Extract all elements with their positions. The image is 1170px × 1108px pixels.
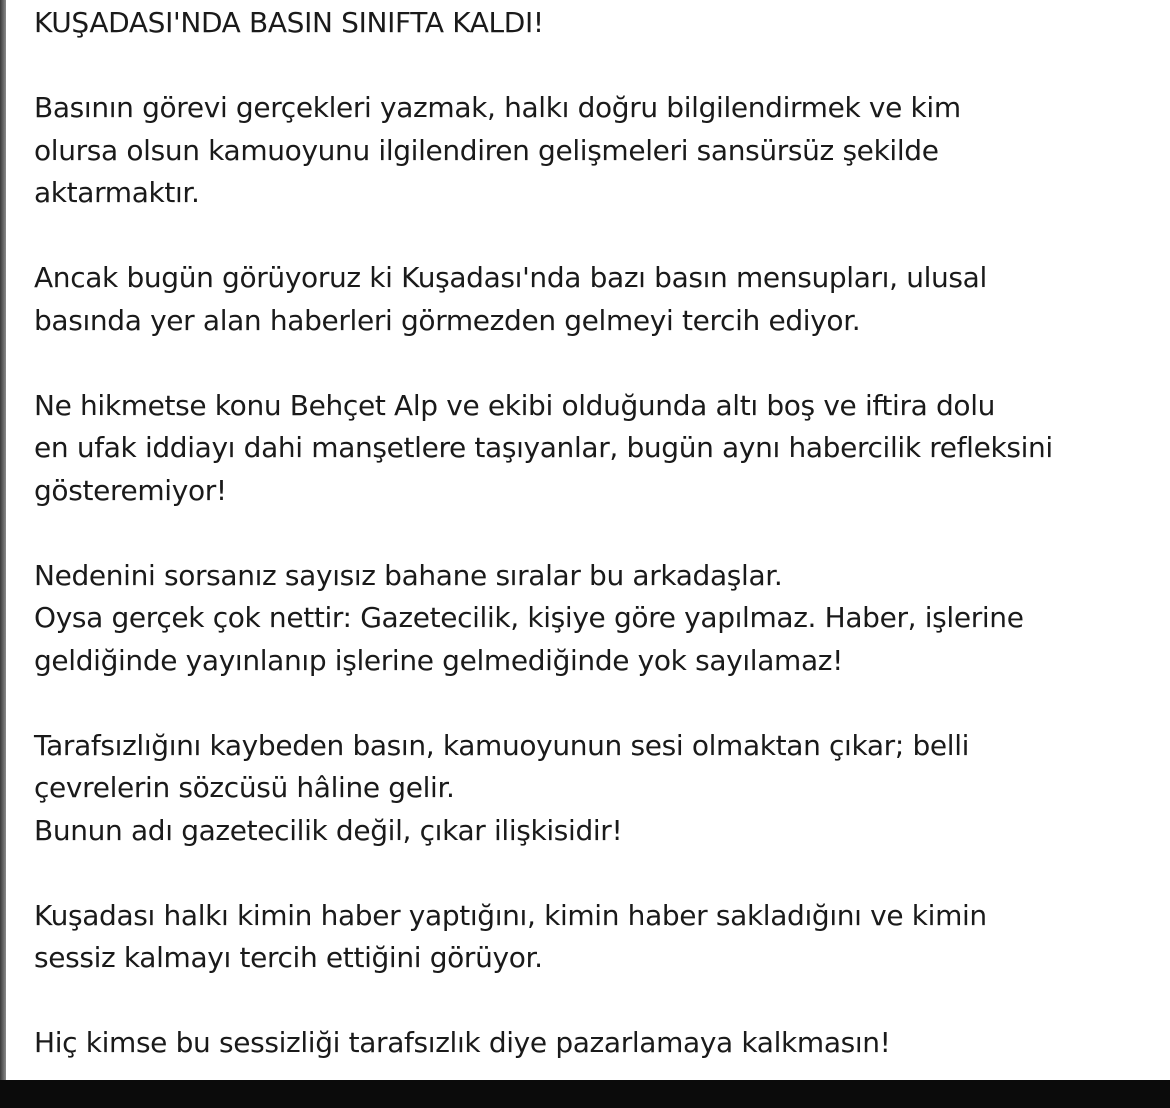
text-line: çevrelerin sözcüsü hâline gelir. xyxy=(34,771,455,804)
text-line: Basının görevi gerçekleri yazmak, halkı doğru bilgilendirmek ve kim xyxy=(34,91,961,124)
paragraph-gap xyxy=(34,342,1154,385)
paragraph-gap xyxy=(34,215,1154,258)
text-line: Ne hikmetse konu Behçet Alp ve ekibi olduğunda altı boş ve iftira dolu xyxy=(34,388,996,422)
paragraph xyxy=(34,1022,1154,1065)
paragraph xyxy=(34,385,1154,513)
left-edge-shadow xyxy=(0,0,6,1108)
text-line: en ufak iddiayı dahi manşetlere taşıyanlar, bugün aynı habercilik refleksini xyxy=(34,431,1053,464)
paragraph-gap xyxy=(34,45,1154,88)
bottom-bar xyxy=(0,1080,1170,1108)
paragraph-gap xyxy=(34,512,1154,555)
text-line: olursa olsun kamuoyunu ilgilendiren gelişmeleri sansürsüz şekilde xyxy=(34,133,939,167)
paragraph-gap xyxy=(34,980,1154,1023)
text-line: Hiç kimse bu sessizliği tarafsızlık diye pazarlamaya kalkmasın! xyxy=(34,1026,891,1059)
paragraph xyxy=(34,555,1154,683)
headline: KUŞADASI'NDA BASIN SINIFTA KALDI! xyxy=(34,6,544,39)
paragraph xyxy=(34,257,1154,342)
text-line: aktarmaktır. xyxy=(34,176,200,209)
paragraph xyxy=(34,87,1154,215)
paragraph xyxy=(34,895,1154,980)
post-text xyxy=(34,2,1154,1065)
text-line: gösteremiyor! xyxy=(34,473,227,507)
paragraph-gap xyxy=(34,852,1154,895)
text-line: Ancak bugün görüyoruz ki Kuşadası'nda bazı basın mensupları, ulusal xyxy=(34,261,987,294)
text-line: Bunun adı gazetecilik değil, çıkar ilişkisidir! xyxy=(34,813,623,847)
paragraph xyxy=(34,725,1154,853)
text-line: Kuşadası halkı kimin haber yaptığını, kimin haber sakladığını ve kimin xyxy=(34,898,987,932)
text-line: geldiğinde yayınlanıp işlerine gelmediğinde yok sayılamaz! xyxy=(34,643,843,677)
text-line: sessiz kalmayı tercih ettiğini görüyor. xyxy=(34,941,543,974)
text-line: Tarafsızlığını kaybeden basın, kamuoyunun sesi olmaktan çıkar; belli xyxy=(34,728,970,762)
text-line: Oysa gerçek çok nettir: Gazetecilik, kişiye göre yapılmaz. Haber, işlerine xyxy=(34,601,1024,634)
text-line: basında yer alan haberleri görmezden gelmeyi tercih ediyor. xyxy=(34,303,861,337)
text-line: Nedenini sorsanız sayısız bahane sıralar bu arkadaşlar. xyxy=(34,558,783,592)
paragraph-gap xyxy=(34,682,1154,725)
